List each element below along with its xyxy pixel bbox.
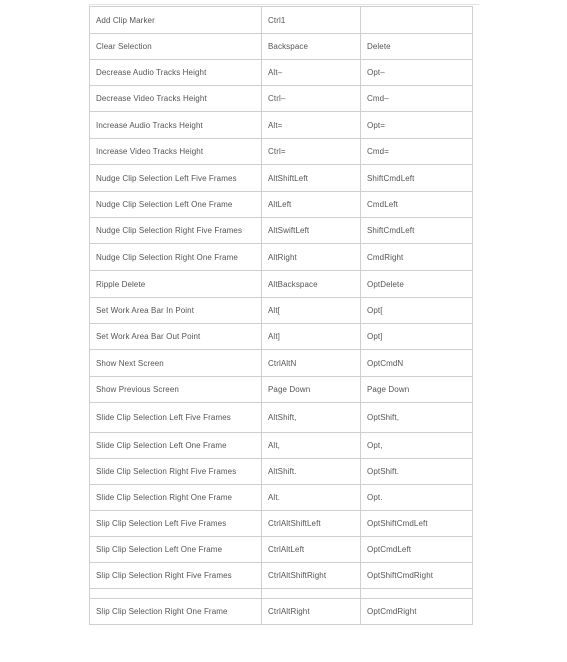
windows-shortcut-cell: CtrlAltShiftLeft bbox=[262, 511, 361, 537]
command-cell: Nudge Clip Selection Left Five Frames bbox=[90, 165, 262, 192]
command-cell: Increase Video Tracks Height bbox=[90, 139, 262, 165]
command-cell: Nudge Clip Selection Left One Frame bbox=[90, 192, 262, 218]
table-row bbox=[90, 298, 473, 324]
windows-shortcut-cell: Alt. bbox=[262, 485, 361, 511]
mac-shortcut-cell: Opt] bbox=[361, 324, 473, 350]
top-rule bbox=[89, 4, 479, 5]
windows-shortcut-cell: AltBackspace bbox=[262, 271, 361, 298]
mac-shortcut-cell: CmdLeft bbox=[361, 192, 473, 218]
table-row bbox=[90, 86, 473, 112]
windows-shortcut-cell: Page Down bbox=[262, 377, 361, 403]
mac-shortcut-cell: OptCmdLeft bbox=[361, 537, 473, 563]
windows-shortcut-cell: CtrlAltShiftRight bbox=[262, 563, 361, 589]
table-row bbox=[90, 165, 473, 192]
command-cell: Slip Clip Selection Right Five Frames bbox=[90, 563, 262, 589]
windows-shortcut-cell: Alt– bbox=[262, 60, 361, 86]
windows-shortcut-cell: Ctrl= bbox=[262, 139, 361, 165]
mac-shortcut-cell: Opt= bbox=[361, 112, 473, 139]
table-row bbox=[90, 589, 473, 599]
windows-shortcut-cell: Alt= bbox=[262, 112, 361, 139]
mac-shortcut-cell: OptShiftCmdRight bbox=[361, 563, 473, 589]
command-cell: Nudge Clip Selection Right One Frame bbox=[90, 244, 262, 271]
table-row bbox=[90, 218, 473, 244]
table-row bbox=[90, 350, 473, 377]
mac-shortcut-cell: Delete bbox=[361, 34, 473, 60]
mac-shortcut-cell: OptShiftCmdLeft bbox=[361, 511, 473, 537]
mac-shortcut-cell: Opt, bbox=[361, 433, 473, 459]
table-row bbox=[90, 377, 473, 403]
windows-shortcut-cell: AltShiftLeft bbox=[262, 165, 361, 192]
table-row bbox=[90, 433, 473, 459]
command-cell: Clear Selection bbox=[90, 34, 262, 60]
command-cell: Show Previous Screen bbox=[90, 377, 262, 403]
command-cell: Set Work Area Bar Out Point bbox=[90, 324, 262, 350]
windows-shortcut-cell: AltRight bbox=[262, 244, 361, 271]
table-row bbox=[90, 34, 473, 60]
mac-shortcut-cell bbox=[361, 589, 473, 599]
mac-shortcut-cell: Cmd– bbox=[361, 86, 473, 112]
table-row bbox=[90, 511, 473, 537]
windows-shortcut-cell: CtrlAltRight bbox=[262, 599, 361, 625]
table-row bbox=[90, 324, 473, 350]
command-cell: Slip Clip Selection Left One Frame bbox=[90, 537, 262, 563]
mac-shortcut-cell: Opt– bbox=[361, 60, 473, 86]
table-row bbox=[90, 403, 473, 433]
mac-shortcut-cell: Opt[ bbox=[361, 298, 473, 324]
table-row bbox=[90, 60, 473, 86]
table-row bbox=[90, 7, 473, 34]
command-cell: Slide Clip Selection Left One Frame bbox=[90, 433, 262, 459]
windows-shortcut-cell: CtrlAltN bbox=[262, 350, 361, 377]
table-row bbox=[90, 459, 473, 485]
table-row bbox=[90, 599, 473, 625]
command-cell: Ripple Delete bbox=[90, 271, 262, 298]
windows-shortcut-cell: Alt] bbox=[262, 324, 361, 350]
command-cell: Slide Clip Selection Right One Frame bbox=[90, 485, 262, 511]
mac-shortcut-cell: ShiftCmdLeft bbox=[361, 165, 473, 192]
mac-shortcut-cell: OptCmdRight bbox=[361, 599, 473, 625]
mac-shortcut-cell: OptDelete bbox=[361, 271, 473, 298]
mac-shortcut-cell: Cmd= bbox=[361, 139, 473, 165]
windows-shortcut-cell: AltLeft bbox=[262, 192, 361, 218]
command-cell: Decrease Audio Tracks Height bbox=[90, 60, 262, 86]
command-cell: Increase Audio Tracks Height bbox=[90, 112, 262, 139]
windows-shortcut-cell: Alt, bbox=[262, 433, 361, 459]
windows-shortcut-cell: Ctrl1 bbox=[262, 7, 361, 34]
windows-shortcut-cell: AltShift. bbox=[262, 459, 361, 485]
mac-shortcut-cell: Opt. bbox=[361, 485, 473, 511]
command-cell: Add Clip Marker bbox=[90, 7, 262, 34]
command-cell: Nudge Clip Selection Right Five Frames bbox=[90, 218, 262, 244]
mac-shortcut-cell: OptCmdN bbox=[361, 350, 473, 377]
shortcuts-table-body bbox=[90, 7, 473, 625]
table-row bbox=[90, 112, 473, 139]
command-cell: Slip Clip Selection Right One Frame bbox=[90, 599, 262, 625]
table-row bbox=[90, 271, 473, 298]
windows-shortcut-cell: AltSwiftLeft bbox=[262, 218, 361, 244]
mac-shortcut-cell bbox=[361, 7, 473, 34]
windows-shortcut-cell bbox=[262, 589, 361, 599]
table-row bbox=[90, 485, 473, 511]
table-row bbox=[90, 139, 473, 165]
table-row bbox=[90, 244, 473, 271]
windows-shortcut-cell: AltShift, bbox=[262, 403, 361, 433]
table-row bbox=[90, 563, 473, 589]
mac-shortcut-cell: Page Down bbox=[361, 377, 473, 403]
windows-shortcut-cell: Ctrl– bbox=[262, 86, 361, 112]
command-cell: Slide Clip Selection Right Five Frames bbox=[90, 459, 262, 485]
mac-shortcut-cell: ShiftCmdLeft bbox=[361, 218, 473, 244]
windows-shortcut-cell: CtrlAltLeft bbox=[262, 537, 361, 563]
table-row bbox=[90, 537, 473, 563]
command-cell: Slide Clip Selection Left Five Frames bbox=[90, 403, 262, 433]
shortcuts-table bbox=[89, 6, 473, 625]
command-cell: Decrease Video Tracks Height bbox=[90, 86, 262, 112]
command-cell: Slip Clip Selection Left Five Frames bbox=[90, 511, 262, 537]
windows-shortcut-cell: Alt[ bbox=[262, 298, 361, 324]
command-cell: Show Next Screen bbox=[90, 350, 262, 377]
mac-shortcut-cell: OptShift, bbox=[361, 403, 473, 433]
mac-shortcut-cell: OptShift. bbox=[361, 459, 473, 485]
command-cell bbox=[90, 589, 262, 599]
command-cell: Set Work Area Bar In Point bbox=[90, 298, 262, 324]
windows-shortcut-cell: Backspace bbox=[262, 34, 361, 60]
mac-shortcut-cell: CmdRight bbox=[361, 244, 473, 271]
table-row bbox=[90, 192, 473, 218]
